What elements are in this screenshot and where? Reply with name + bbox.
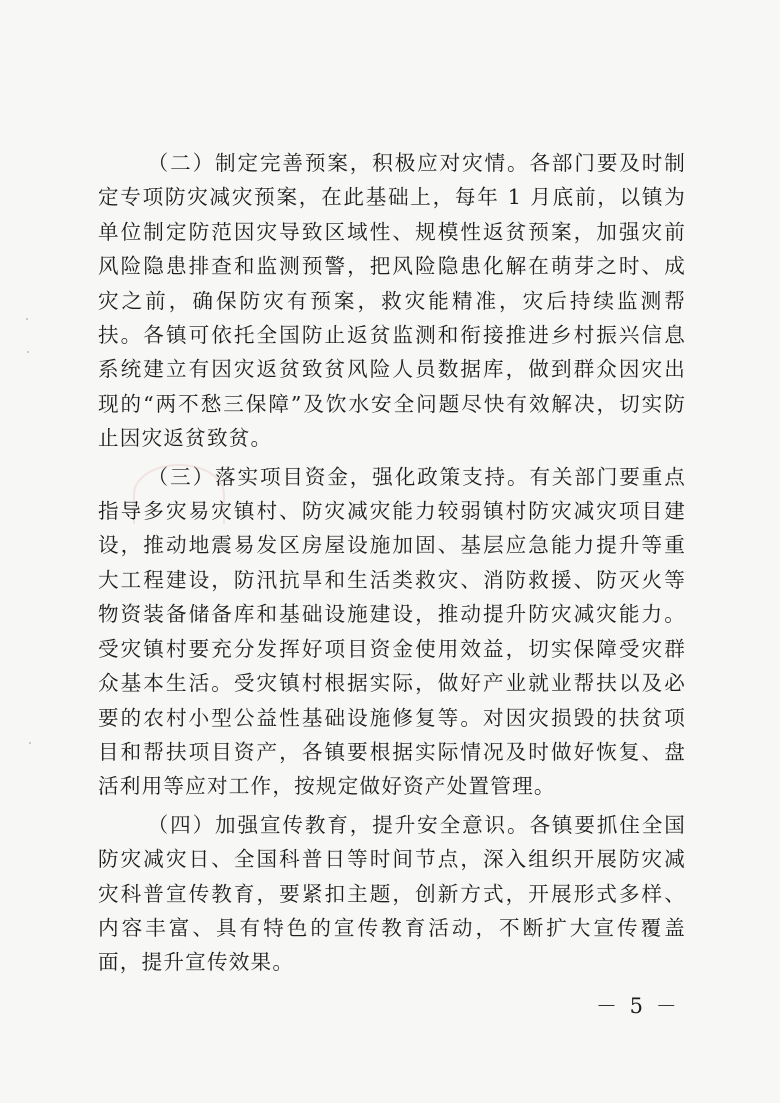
- page-number: － 5 －: [596, 994, 680, 1018]
- document-body: [98, 146, 686, 980]
- scan-speck: [29, 742, 31, 744]
- scan-speck: [27, 351, 29, 353]
- scan-speck: [26, 318, 28, 320]
- paragraph-project-funds: [98, 460, 686, 804]
- paragraph-text: （三）落实项目资金，强化政策支持。有关部门要重点指导多灾易灾镇村、防灾减灾能力较弱镇村防灾减灾项目建设，推动地震易发区房屋设施加固、基层应急能力提升等重大工程建设，防汛抗旱和生活类救灾、消防救援、防灭火等物资装备储备库和基础设施建设，推动提升防灾减灾能力。受灾镇村要充分发挥好项目资金使用效益，切实保障受灾群众基本生活。受灾镇村根据实际，做好产业就业帮扶以及必要的农村小型公益性基础设施修复等。对因灾损毁的扶贫项目和帮扶项目资产，各镇要根据实际情况及时做好恢复、盘活利用等应对工作，按规定做好资产处置管理。: [98, 464, 686, 799]
- paragraph-text: （二）制定完善预案，积极应对灾情。各部门要及时制定专项防灾减灾预案，在此基础上，每年 1 月底前，以镇为单位制定防范因灾导致区域性、规模性返贫预案，加强灾前风险隐患排查和监测预警，把风险隐患化解在萌芽之时、成灾之前，确保防灾有预案，救灾能精准，灾后持续监测帮扶。各镇可依托全国防止返贫监测和衔接推进乡村振兴信息系统建立有因灾返贫致贫风险人员数据库，做到群众因灾出现的“两不愁三保障”及饮水安全问题尽快有效解决，切实防止因灾返贫致贫。: [98, 151, 686, 451]
- paragraph-text: （四）加强宣传教育，提升安全意识。各镇要抓住全国防灾减灾日、全国科普日等时间节点，深入组织开展防灾减灾科普宣传教育，要紧扣主题，创新方式，开展形式多样、内容丰富、具有特色的宣传教育活动，不断扩大宣传覆盖面，提升宣传效果。: [98, 812, 686, 975]
- paragraph-prepare-plans: [98, 146, 686, 456]
- paragraph-publicity-education: [98, 808, 686, 980]
